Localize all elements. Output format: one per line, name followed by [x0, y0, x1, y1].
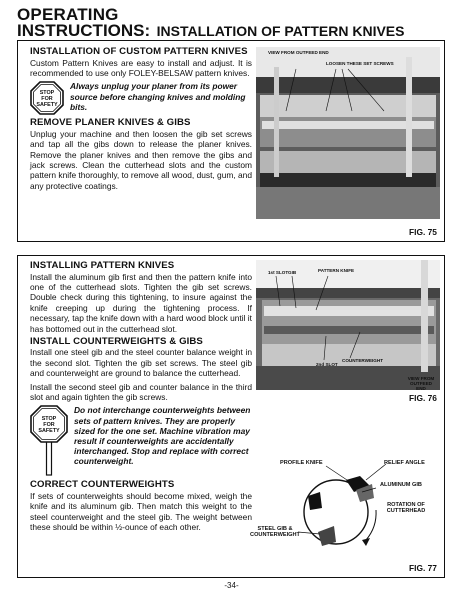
- paragraph-installing-knives: Install the aluminum gib first and then the pattern knife into one of the cutterhead slots. Tighten the gib set screws. Double check during this tightening, to insure against the knife creeping up during the tightening process. If necessary, tap the knife down with a hard wood block until it has bottomed out in the cutterhead slot.: [30, 271, 252, 334]
- paragraph-remove-knives: Unplug your machine and then loosen the gib set screws and tap all the gibs down to release the planer knives. Remove the planer knives and then remove the gibs and jack screws. Clean the cutterhead slots and the custom pattern knife thoroughly, to remove all wood, dust, gum, and any protective coatings.: [30, 128, 252, 191]
- fig77-label-profile-knife: PROFILE KNIFE: [280, 460, 323, 466]
- fig76-callout-2nd-slot: 2nd SLOT: [316, 362, 338, 367]
- title-line-2: INSTRUCTIONS:: [17, 21, 151, 40]
- page-number: -34-: [224, 581, 239, 590]
- fig77-label-relief-angle: RELIEF ANGLE: [384, 460, 425, 466]
- stop-sign-post-icon: [30, 405, 68, 477]
- fig76-callout-1st-slot: 1st SLOT: [268, 270, 289, 275]
- fig76-callout-pattern-knife: PATTERN KNIFE: [318, 268, 355, 273]
- heading-custom-pattern-knives: INSTALLATION OF CUSTOM PATTERN KNIVES: [30, 46, 248, 57]
- fig75-callout-view: VIEW FROM OUTFEED END: [268, 50, 329, 55]
- text-column-2: [30, 259, 252, 536]
- heading-correct-counterweights: CORRECT COUNTERWEIGHTS: [30, 479, 175, 491]
- fig77-label-aluminum-gib: ALUMINUM GIB: [380, 482, 422, 488]
- stop-sign-2-safety: SAFETY: [38, 428, 60, 435]
- warning-text-unplug: Always unplug your planer from its power source before changing knives and molding bits.: [70, 81, 246, 112]
- heading-install-counterweights: INSTALL COUNTERWEIGHTS & GIBS: [30, 335, 203, 347]
- fig76-callout-gib: GIB: [288, 270, 297, 275]
- stop-sign-safety: SAFETY: [36, 102, 58, 109]
- section-box-2: [17, 255, 445, 578]
- text-column-1: [30, 45, 252, 194]
- figure-77-label: FIG. 77: [409, 563, 437, 573]
- stop-sign-for: FOR: [41, 96, 53, 103]
- heading-remove-knives: REMOVE PLANER KNIVES & GIBS: [30, 117, 191, 129]
- figure-75-label: FIG. 75: [409, 227, 437, 237]
- figure-77-diagram: [226, 452, 442, 564]
- fig75-callout-screws: LOOSEN THESE SET SCREWS: [326, 61, 394, 66]
- figure-76-photo: [256, 260, 440, 390]
- paragraph-correct-counterweights: If sets of counterweights should become mixed, weigh the knife and its aluminum gib. Then match this weight to the steel counterweight and the steel gib. The weight between these should be within ½-ounce of each other.: [30, 490, 252, 533]
- section-box-1: [17, 40, 445, 242]
- stop-sign-2-stop: STOP: [41, 416, 57, 423]
- safety-warning-2: [30, 405, 252, 477]
- heading-installing-pattern-knives: INSTALLING PATTERN KNIVES: [30, 260, 175, 271]
- title-line-1: OPERATING: [17, 5, 119, 24]
- safety-warning-1: [30, 81, 252, 115]
- paragraph-counterweights-1: Install one steel gib and the steel counter balance weight in the second slot. Tighten the gib set screws. The steel gib and counterweight are ground to balance the cutterhead.: [30, 347, 252, 379]
- paragraph-counterweights-2: Install the second steel gib and counter balance in the third slot and again tighten the gib screws.: [30, 381, 252, 403]
- warning-text-counterweights: Do not interchange counterweights between sets of pattern knives. They are properly sized for the one set. Machine vibration may result if counterweights are accidentally interchanged. Stop and replace with correct counterweight.: [74, 405, 251, 467]
- stop-sign-icon: [30, 81, 64, 115]
- figure-75-photo: [256, 47, 440, 219]
- title-subtitle: INSTALLATION OF PATTERN KNIVES: [156, 23, 405, 39]
- stop-sign-stop: STOP: [39, 90, 55, 97]
- figure-76-label: FIG. 76: [409, 393, 437, 403]
- paragraph-custom-knives: Custom Pattern Knives are easy to install and adjust. It is recommended to use only FOLEY-BELSAW pattern knives.: [30, 57, 252, 78]
- page-title: [17, 7, 447, 40]
- fig76-callout-counterweight: COUNTERWEIGHT: [342, 358, 384, 363]
- fig77-label-steel-gib: STEEL GIB & COUNTERWEIGHT: [250, 526, 300, 539]
- stop-sign-2-for: FOR: [43, 422, 55, 429]
- fig77-label-rotation: ROTATION OF CUTTERHEAD: [386, 502, 426, 515]
- fig76-callout-view: VIEW FROM OUTFEED END: [407, 376, 435, 391]
